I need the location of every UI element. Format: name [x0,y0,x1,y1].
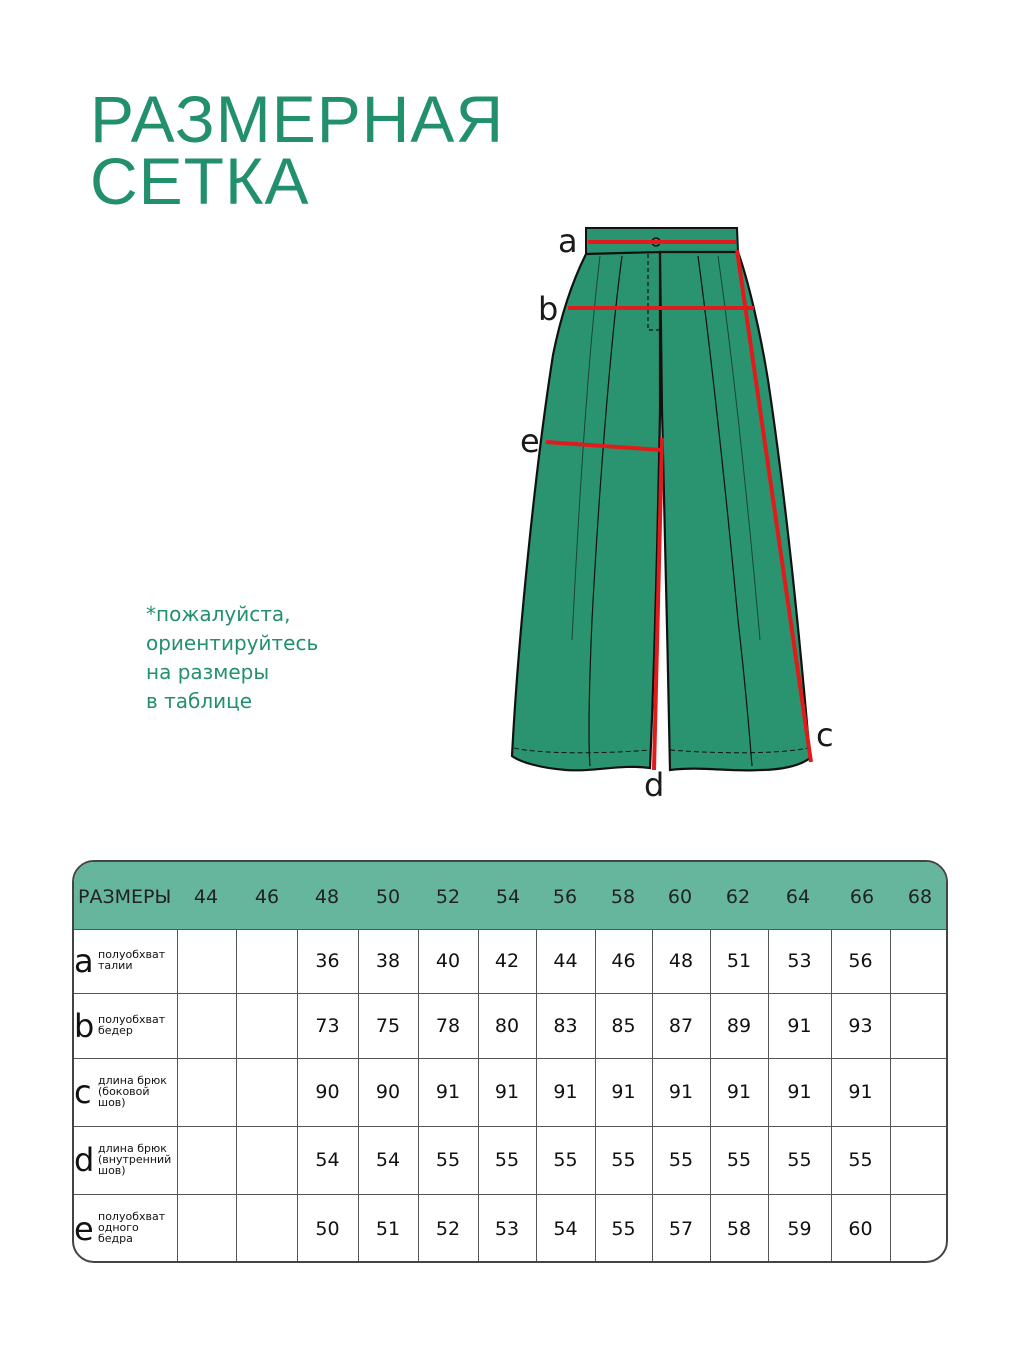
column-divider [536,929,537,1261]
table-cell: 40 [435,950,461,972]
table-cell: 55 [494,1149,520,1171]
column-divider [177,929,178,1261]
size-table [72,860,948,1263]
table-row [74,1058,946,1127]
table-cell: 91 [435,1081,461,1103]
column-divider [358,929,359,1261]
table-cell: 55 [611,1217,636,1240]
table-cell: 75 [375,1014,401,1037]
note-line: в таблице [146,689,253,713]
size-header-58: 58 [610,886,636,908]
table-cell: 91 [494,1081,520,1103]
note-line: на размеры [146,660,270,684]
label-b: b [538,290,559,328]
table-cell: 36 [315,950,340,972]
table-cell: 55 [611,1149,636,1171]
title-line-2: СЕТКА [90,144,310,218]
column-divider [710,929,711,1261]
table-cell: 48 [668,950,694,972]
table-cell: 91 [611,1081,636,1103]
table-cell: 87 [668,1014,694,1037]
table-cell: 54 [315,1149,340,1171]
size-header-54: 54 [495,886,521,908]
table-cell: 51 [375,1217,401,1240]
table-cell: 42 [494,950,520,972]
measure-letter: d [74,1141,95,1179]
measure-description: полуобхват одного бедра [98,1210,166,1245]
table-cell: 55 [553,1149,578,1171]
column-divider [478,929,479,1261]
table-cell: 91 [726,1081,752,1103]
table-cell: 83 [553,1014,578,1037]
label-d: d [644,766,665,804]
column-divider [236,929,237,1261]
size-header-50: 50 [375,886,401,908]
measure-letter: b [74,1006,95,1045]
table-row [74,1126,946,1195]
table-cell: 91 [553,1081,578,1103]
table-row [74,929,946,994]
measure-description: длина брюк (боковой шов) [98,1073,167,1109]
measure-description: длина брюк (внутренний шов) [98,1141,172,1177]
size-header-56: 56 [552,886,578,908]
table-cell: 73 [315,1014,340,1037]
header-label: РАЗМЕРЫ [78,886,172,908]
table-cell: 55 [435,1149,461,1171]
table-cell: 55 [668,1149,694,1171]
left-leg [512,252,660,770]
size-header-66: 66 [849,886,875,908]
note-line: ориентируйтесь [146,631,319,655]
table-cell: 89 [726,1014,752,1037]
table-cell: 56 [848,950,873,972]
table-cell: 93 [848,1014,873,1037]
column-divider [831,929,832,1261]
table-cell: 46 [611,950,636,972]
size-header-60: 60 [667,886,693,908]
column-divider [890,929,891,1261]
note-line: *пожалуйста, [146,602,291,626]
table-cell: 53 [787,950,812,972]
column-divider [652,929,653,1261]
table-row [74,993,946,1059]
table-cell: 50 [315,1217,340,1240]
size-header-46: 46 [254,886,280,908]
column-divider [595,929,596,1261]
table-cell: 90 [315,1081,340,1103]
right-leg [660,252,810,770]
measure-letter: a [74,942,94,980]
title-line-1: РАЗМЕРНАЯ [90,82,505,156]
measure-description: полуобхват бедер [98,1012,166,1037]
label-e: e [520,422,540,460]
table-cell: 80 [494,1014,520,1037]
table-cell: 52 [435,1217,461,1240]
size-header-44: 44 [193,886,219,908]
table-cell: 90 [375,1081,401,1103]
table-cell: 55 [726,1149,752,1171]
table-cell: 91 [787,1014,812,1037]
table-cell: 58 [726,1217,752,1240]
measure-description: полуобхват талии [98,948,166,972]
size-header-68: 68 [907,886,933,908]
table-cell: 60 [848,1217,873,1240]
table-cell: 57 [668,1217,694,1240]
table-cell: 78 [435,1014,461,1037]
label-c: c [816,716,834,754]
table-cell: 55 [787,1149,812,1171]
measure-letter: e [74,1209,94,1248]
table-cell: 44 [553,950,578,972]
size-note [146,600,318,716]
table-header [74,862,946,929]
label-a: a [558,222,578,260]
table-cell: 91 [848,1081,873,1103]
table-cell: 91 [787,1081,812,1103]
measure-letter: c [74,1073,92,1111]
table-cell: 54 [553,1217,578,1240]
column-divider [418,929,419,1261]
size-header-64: 64 [785,886,811,908]
table-cell: 91 [668,1081,694,1103]
table-cell: 55 [848,1149,873,1171]
table-cell: 85 [611,1014,636,1037]
column-divider [768,929,769,1261]
table-cell: 53 [494,1217,520,1240]
size-header-62: 62 [725,886,751,908]
table-row [74,1194,946,1263]
table-cell: 38 [375,950,401,972]
table-cell: 54 [375,1149,401,1171]
table-cell: 51 [726,950,752,972]
table-cell: 59 [787,1217,812,1240]
size-header-52: 52 [435,886,461,908]
size-header-48: 48 [314,886,340,908]
column-divider [297,929,298,1261]
